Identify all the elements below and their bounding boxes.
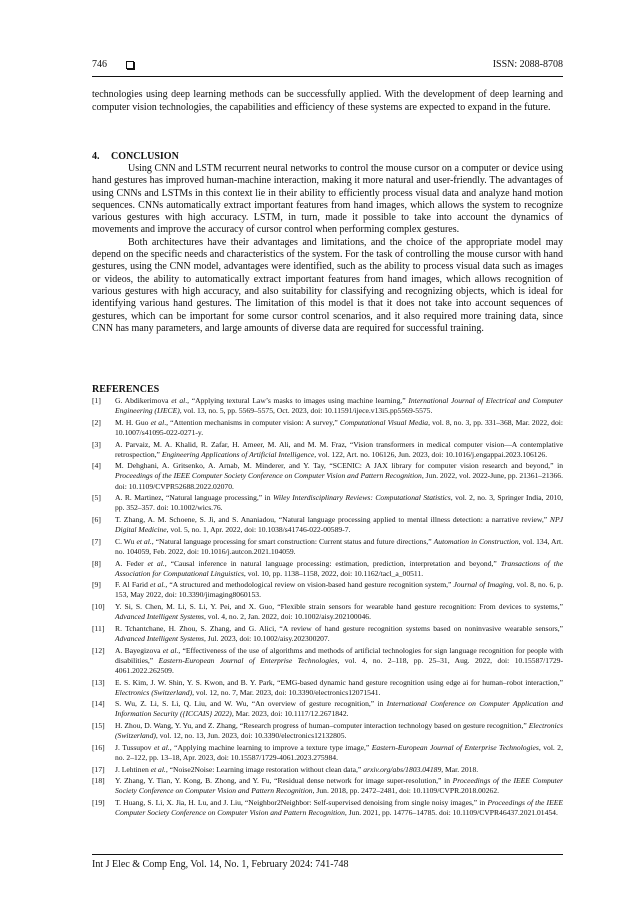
reference-details: , vol. 2, no. 3, Springer India, 2010, pp. 352–357. doi: 10.1002/wics.76. <box>115 493 563 513</box>
reference-title: ., “Applying textural Law’s masks to images using machine learning,” <box>185 396 409 405</box>
reference-venue: International Conference on Computer Application and Information Security ({ICCAIS} 2022) <box>115 699 563 719</box>
reference-etal: et al. <box>162 645 179 655</box>
reference-venue: Eastern-European Journal of Enterprise Technologies <box>371 742 539 752</box>
reference-title: ., “Attention mechanisms in computer vision: A survey,” <box>164 417 340 427</box>
reference-etal: et al <box>150 417 165 427</box>
reference-details: , Jun. 2018, pp. 2472–2481, doi: 10.1109/CVPR.2018.00262. <box>312 786 500 796</box>
reference-authors: A. Feder <box>115 558 148 568</box>
section-title: CONCLUSION <box>111 151 179 162</box>
reference-number: [3] <box>92 439 101 449</box>
reference-details: , Jun. 2022, vol. 2022-June, pp. 21361–21366. doi: 10.1109/CVPR52688.2022.02070. <box>115 471 563 491</box>
reference-item <box>92 440 563 460</box>
reference-authors: A. Bayegizova <box>115 645 163 655</box>
reference-item <box>92 537 563 557</box>
reference-item <box>92 515 563 535</box>
reference-title: , “A structured and methodological review on vision-based hand gesture recognition system,” <box>165 580 454 590</box>
reference-authors: A. R. Martinez, “Natural language processing,” in <box>115 493 273 503</box>
reference-venue: Journal of Imaging <box>453 580 513 590</box>
reference-venue: Wiley Interdisciplinary Reviews: Computational Statistics <box>272 493 451 503</box>
reference-details: , Mar. 2018. <box>441 764 479 774</box>
reference-details: , vol. 4, no. 2, Jan. 2022, doi: 10.1002/aisy.202100046. <box>204 612 371 622</box>
reference-authors: A. Parvaiz, M. A. Khalid, R. Zafar, H. Ameer, M. Ali, and M. M. Fraz, “Vision transformers in medical computer vision—A contemplative retrospection,” <box>115 439 563 459</box>
section-number: 4. <box>92 151 100 162</box>
reference-authors: Y. Si, S. Chen, M. Li, S. Li, Y. Pei, and X. Guo, “Flexible strain sensors for wearable hand gesture recognition: From devices to systems,” <box>115 602 563 612</box>
reference-authors: J. Tussupov <box>115 742 154 752</box>
reference-authors: G. Abdikerimova <box>115 396 172 405</box>
reference-number: [15] <box>92 721 105 731</box>
conclusion-heading <box>92 151 179 163</box>
reference-item <box>92 765 563 775</box>
reference-details: , Mar. 2023, doi: 10.1117/12.2671842. <box>231 709 349 719</box>
reference-authors: E. S. Kim, J. W. Shin, Y. S. Kwon, and B. Y. Park, “EMG-based dynamic hand gesture recognition using edge ai for human–robot interaction,” <box>115 677 563 687</box>
reference-details: , vol. 12, no. 7, Mar. 2023, doi: 10.3390/electronics12071541. <box>192 687 381 697</box>
intro-paragraph: technologies using deep learning methods can be successfully applied. With the development of deep learning and computer vision technologies, the capabilities and efficiency of these systems are expected to expand in the future. <box>92 89 563 113</box>
reference-venue: arxiv.org/abs/1803.04189 <box>363 764 442 774</box>
reference-item <box>92 580 563 600</box>
page-header <box>92 57 563 73</box>
reference-etal: et al. <box>150 764 166 774</box>
reference-details: , vol. 8, no. 3, pp. 331–368, Mar. 2022, doi: 10.1007/s41095-022-0271-y. <box>115 417 563 437</box>
reference-authors: M. Dehghani, A. Gritsenko, A. Arnab, M. Minderer, and Y. Tay, “SCENIC: A JAX library for computer vision research and beyond,” in <box>115 461 563 471</box>
reference-venue: Proceedings of the IEEE Computer Society Conference on Computer Vision and Pattern Recognition <box>115 471 422 481</box>
reference-venue: Advanced Intelligent Systems <box>115 634 204 643</box>
reference-details: , vol. 5, no. 1, Apr. 2022, doi: 10.1038/s41746-022-00589-7. <box>166 525 351 535</box>
reference-venue: Computational Visual Media <box>339 417 429 427</box>
checkbox-square-icon <box>126 61 134 69</box>
footer-rule <box>92 854 563 855</box>
reference-venue: Proceedings of the IEEE Computer Society Conference on Computer Vision and Pattern Recognition <box>115 798 563 818</box>
reference-etal: et al <box>171 396 186 405</box>
reference-etal: et al. <box>147 558 165 568</box>
reference-venue: Electronics (Switzerland) <box>115 721 563 741</box>
reference-authors: T. Zhang, A. M. Schoene, S. Ji, and S. Ananiadou, “Natural language processing applied to mental illness detection: a narrative review,” <box>115 515 550 524</box>
reference-authors: J. Lehtinen <box>115 764 151 774</box>
reference-authors: Y. Zhang, Y. Tian, Y. Kong, B. Zhong, and Y. Fu, “Residual dense network for image super-resolution,” in <box>115 776 453 786</box>
reference-details: , Jul. 2023, doi: 10.1002/aisy.202300207. <box>204 634 330 643</box>
reference-venue: Proceedings of the IEEE Computer Society Conference on Computer Vision and Pattern Recognition <box>115 776 563 796</box>
reference-venue: NPJ Digital Medicine <box>115 515 563 535</box>
reference-title: , “Applying machine learning to improve a texture type image,” <box>169 742 372 752</box>
reference-item <box>92 418 563 438</box>
conclusion-body <box>92 163 563 335</box>
reference-number: [2] <box>92 417 101 427</box>
reference-item <box>92 743 563 763</box>
reference-item <box>92 678 563 698</box>
reference-number: [11] <box>92 623 105 633</box>
header-rule <box>92 76 563 77</box>
reference-etal: et al. <box>149 580 166 590</box>
reference-details: , vol. 134, Art. no. 104059, Feb. 2022, doi: 10.1016/j.autcon.2021.104059. <box>115 536 564 556</box>
reference-title: , “Noise2Noise: Learning image restoration without clean data,” <box>165 764 364 774</box>
reference-venue: Automation in Construction <box>433 536 519 546</box>
reference-number: [6] <box>92 515 101 524</box>
conclusion-paragraph-1: Using CNN and LSTM recurrent neural networks to control the mouse cursor on a computer or device using hand gestures has improved human-machine interaction, making it more natural and user-friendly. The advantages of using CNNs and LSTMs in this context lie in their ability to efficiently process visual data and analyze hand motion sequences. CNNs automatically extract important features from hand images, which allows the system to recognize various gestures with high accuracy. LSTM, in turn, made it possible to take into account the dynamics of movements and improve the accuracy of cursor control when performing complex gestures. <box>92 163 563 236</box>
reference-authors: H. Zhou, D. Wang, Y. Yu, and Z. Zhang, “Research progress of human–computer interaction technology based on gesture recognition,” <box>115 721 529 731</box>
reference-details: , vol. 8, no. 6, p. 153, May 2022, doi: 10.3390/jimaging8060153. <box>115 580 564 600</box>
reference-title: , “Natural language processing for smart construction: Current status and future directions,” <box>151 536 434 546</box>
page-footer: Int J Elec & Comp Eng, Vol. 14, No. 1, February 2024: 741-748 <box>92 859 349 870</box>
reference-number: [8] <box>92 558 101 568</box>
reference-item <box>92 461 563 491</box>
reference-number: [10] <box>92 602 105 612</box>
reference-venue: Advanced Intelligent Systems <box>115 612 204 622</box>
reference-authors: R. Tchantchane, H. Zhou, S. Zhang, and G. Alici, “A review of hand gesture recognition systems based on noninvasive wearable sensors,” <box>115 623 563 633</box>
references-heading: REFERENCES <box>92 384 160 395</box>
reference-number: [13] <box>92 677 105 687</box>
reference-etal: et al. <box>153 742 170 752</box>
reference-number: [16] <box>92 742 105 752</box>
reference-title: , “Effectiveness of the use of algorithms and methods of artificial technologies for sign language recognition for people with disabilities,” <box>115 645 563 665</box>
reference-item <box>92 776 563 796</box>
reference-number: [14] <box>92 699 105 709</box>
reference-venue: Engineering Applications of Artificial Intelligence <box>161 449 315 459</box>
reference-authors: M. H. Guo <box>115 417 151 427</box>
reference-item <box>92 624 563 644</box>
reference-details: , vol. 4, no. 2–118, pp. 25–31, Aug. 2022, doi: 10.15587/1729-4061.2022.262509. <box>115 655 563 675</box>
reference-item <box>92 493 563 513</box>
reference-number: [5] <box>92 493 101 503</box>
issn-label: ISSN: 2088-8708 <box>492 59 563 70</box>
reference-authors: S. Wu, Z. Li, S. Li, Q. Liu, and W. Wu, “An overview of gesture recognition,” in <box>115 699 387 709</box>
reference-number: [1] <box>92 396 101 405</box>
page-number: 746 <box>92 59 107 70</box>
reference-details: , vol. 13, no. 5, pp. 5569–5575, Oct. 2023, doi: 10.11591/ijece.v13i5.pp5569-5575. <box>179 406 433 416</box>
conclusion-paragraph-2: Both architectures have their advantages and limitations, and the choice of the appropriate model may depend on the specific needs and characteristics of the system. For the task of controlling the mouse cursor with hand gestures, using the CNN model, advantages were identified, such as the ability to process visual data such as images or videos, the ability to automatically extract important features from hand images, which allows recognition of various gestures with high accuracy, and also suitability for classifying and recognizing objects, which is ideal for identifying various hand gestures. The limitation of this model is that it does not take into account sequences of gestures, which can be important for some cursor control scenarios, and it also required more training data, since CNN has many parameters, and large amounts of diverse data are required for successful training. <box>92 236 563 334</box>
reference-venue: Electronics (Switzerland) <box>115 687 193 697</box>
reference-venue: International Journal of Electrical and Computer Engineering (IJECE) <box>115 396 563 416</box>
reference-number: [7] <box>92 536 101 546</box>
reference-item <box>92 798 563 818</box>
reference-authors: C. Wu <box>115 536 137 546</box>
reference-item <box>92 646 563 676</box>
reference-item <box>92 602 563 622</box>
reference-item <box>92 721 563 741</box>
reference-number: [17] <box>92 764 105 774</box>
reference-number: [18] <box>92 776 105 786</box>
reference-details: , vol. 12, no. 13, Jun. 2023, doi: 10.3390/electronics12132805. <box>155 731 347 741</box>
reference-item <box>92 699 563 719</box>
reference-details: , Jun. 2021, pp. 14776–14785. doi: 10.1109/CVPR46437.2021.01454. <box>344 808 558 818</box>
reference-authors: F. Al Farid <box>115 580 150 590</box>
reference-number: [9] <box>92 580 101 590</box>
reference-number: [4] <box>92 461 101 471</box>
references-list <box>92 396 563 820</box>
reference-details: , vol. 2, no. 2–122, pp. 13–18, Apr. 2023, doi: 10.15587/1729-4061.2023.275984. <box>115 742 564 762</box>
reference-item <box>92 559 563 579</box>
reference-details: , vol. 10, pp. 1138–1158, 2022, doi: 10.1162/tacl_a_00511. <box>243 568 424 578</box>
reference-number: [19] <box>92 798 105 808</box>
reference-authors: T. Huang, S. Li, X. Jia, H. Lu, and J. Liu, “Neighbor2Neighbor: Self-supervised denoising from single noisy images,” in <box>115 798 488 808</box>
reference-etal: et al. <box>136 536 152 546</box>
reference-venue: Transactions of the Association for Computational Linguistics <box>115 558 563 578</box>
reference-details: , vol. 122, Art. no. 106126, Jun. 2023, doi: 10.1016/j.engappai.2023.106126. <box>314 449 548 459</box>
reference-venue: Eastern-European Journal of Enterprise Technologies <box>158 655 338 665</box>
reference-item <box>92 396 563 416</box>
reference-number: [12] <box>92 645 105 655</box>
reference-title: , “Causal inference in natural language processing: estimation, prediction, interpretation and beyond,” <box>164 558 501 568</box>
